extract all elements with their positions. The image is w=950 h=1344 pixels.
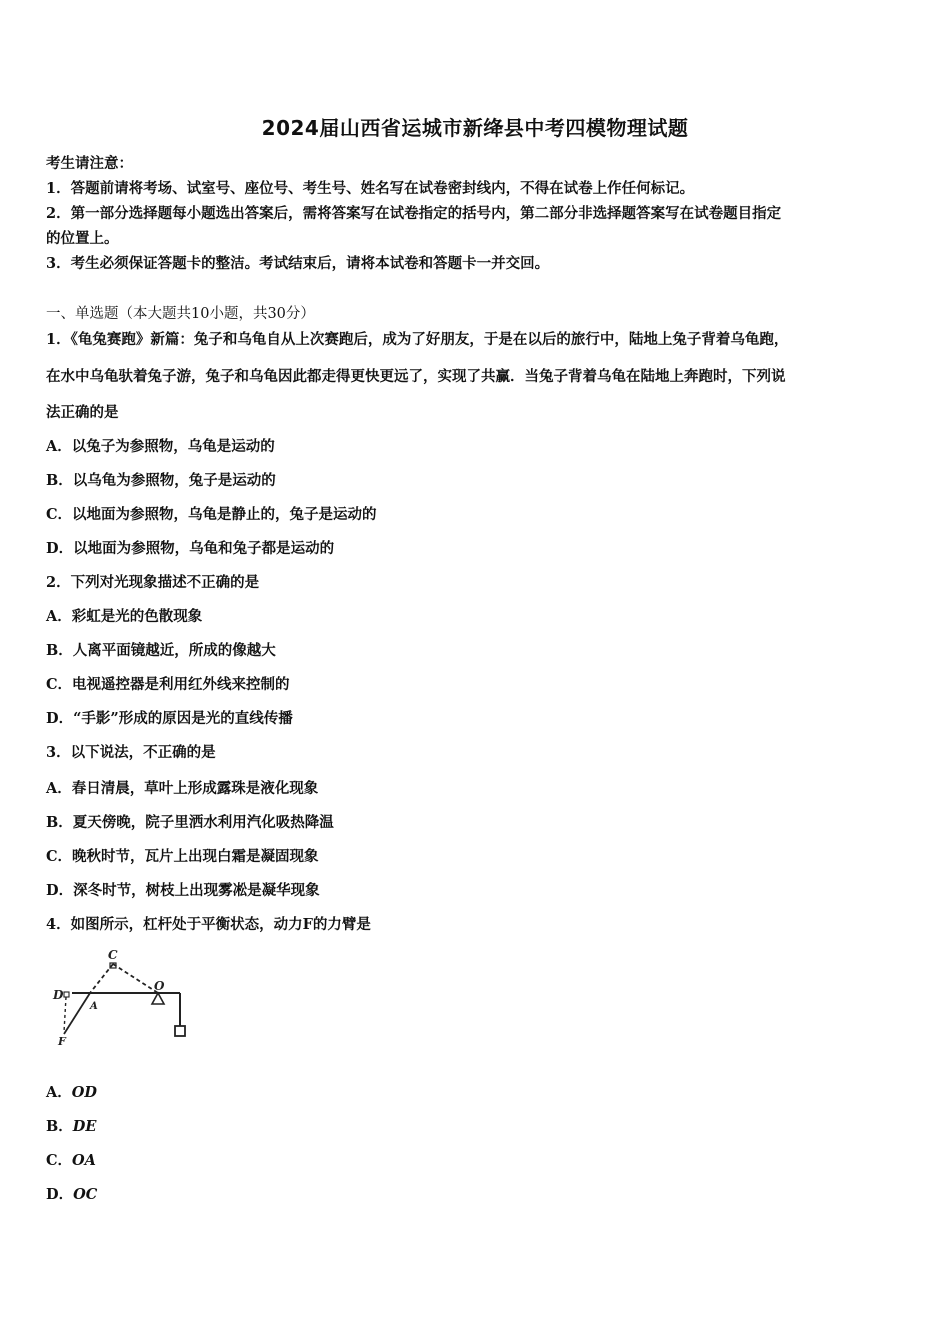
notice-heading: 考生请注意： [46,155,133,172]
dashed-line-de [64,997,66,1032]
fulcrum-icon [152,993,164,1004]
question-4-option-b [46,1115,96,1136]
question-1-line: 法正确的是 [46,404,119,421]
question-1-option-a: A．以兔子为参照物，乌龟是运动的 [46,438,275,455]
label-c: C [108,948,118,962]
question-1-option-b: B．以乌龟为参照物，兔子是运动的 [46,472,276,489]
question-4-option-a [46,1081,97,1102]
question-4-option-c [46,1149,96,1170]
label-a: A [90,1001,98,1012]
lever-diagram [50,944,200,1049]
notice-item: 的位置上。 [46,230,119,247]
force-line [64,993,90,1034]
question-1-option-d: D．以地面为参照物，乌龟和兔子都是运动的 [46,540,335,557]
question-1-line: 1．《龟兔赛跑》新篇：兔子和乌龟自从上次赛跑后，成为了好朋友，于是在以后的旅行中，陆地上兔子背着乌龟跑， [46,331,789,348]
option-value: OA [72,1152,96,1169]
question-3-option-d: D．深冬时节，树枝上出现雾凇是凝华现象 [46,882,320,899]
question-2-stem: 2．下列对光现象描述不正确的是 [46,574,260,591]
option-letter: B． [46,1118,73,1135]
notice-item: 3．考生必须保证答题卡的整洁。考试结束后，请将本试卷和答题卡一并交回。 [46,255,550,272]
right-angle-mark-d [64,992,69,997]
option-value: DE [72,1118,97,1135]
question-4-stem: 4．如图所示，杠杆处于平衡状态，动力F的力臂是 [46,916,371,933]
option-letter: C． [46,1152,73,1169]
label-d: D [53,988,64,1002]
question-2-option-a: A．彩虹是光的色散现象 [46,608,203,625]
question-3-option-c: C．晚秋时节，瓦片上出现白霜是凝固现象 [46,848,319,865]
notice-item: 2．第一部分选择题每小题选出答案后，需将答案写在试卷指定的括号内，第二部分非选择题答案写在试卷题目指定 [46,205,782,222]
option-value: OC [73,1186,98,1203]
question-3-option-b: B．夏天傍晚，院子里洒水利用汽化吸热降温 [46,814,334,831]
page-title: 2024届山西省运城市新绛县中考四模物理试题 [261,116,689,140]
weight-block [175,1026,185,1036]
option-value: OD [71,1084,97,1101]
dashed-line-co [113,964,158,993]
question-4-option-d [46,1183,97,1204]
option-letter: A． [46,1084,72,1101]
notice-item: 1．答题前请将考场、试室号、座位号、考生号、姓名写在试卷密封线内，不得在试卷上作任何标记。 [46,180,695,197]
question-1-option-c: C．以地面为参照物，乌龟是静止的，兔子是运动的 [46,506,377,523]
question-2-option-c: C．电视遥控器是利用红外线来控制的 [46,676,290,693]
label-o: O [154,979,165,993]
question-3-option-a: A．春日清晨，草叶上形成露珠是液化现象 [46,780,319,797]
label-f: F [58,1035,66,1048]
option-letter: D． [46,1186,74,1203]
question-3-stem: 3．以下说法，不正确的是 [46,744,216,761]
question-1-line: 在水中乌龟驮着兔子游，兔子和乌龟因此都走得更快更远了，实现了共赢．当兔子背着乌龟在陆地上奔跑时，下列说 [46,368,786,385]
section-heading: 一、单选题（本大题共10小题，共30分） [46,306,315,322]
question-2-option-b: B．人离平面镜越近，所成的像越大 [46,642,276,659]
question-2-option-d: D．“手影”形成的原因是光的直线传播 [46,710,293,727]
